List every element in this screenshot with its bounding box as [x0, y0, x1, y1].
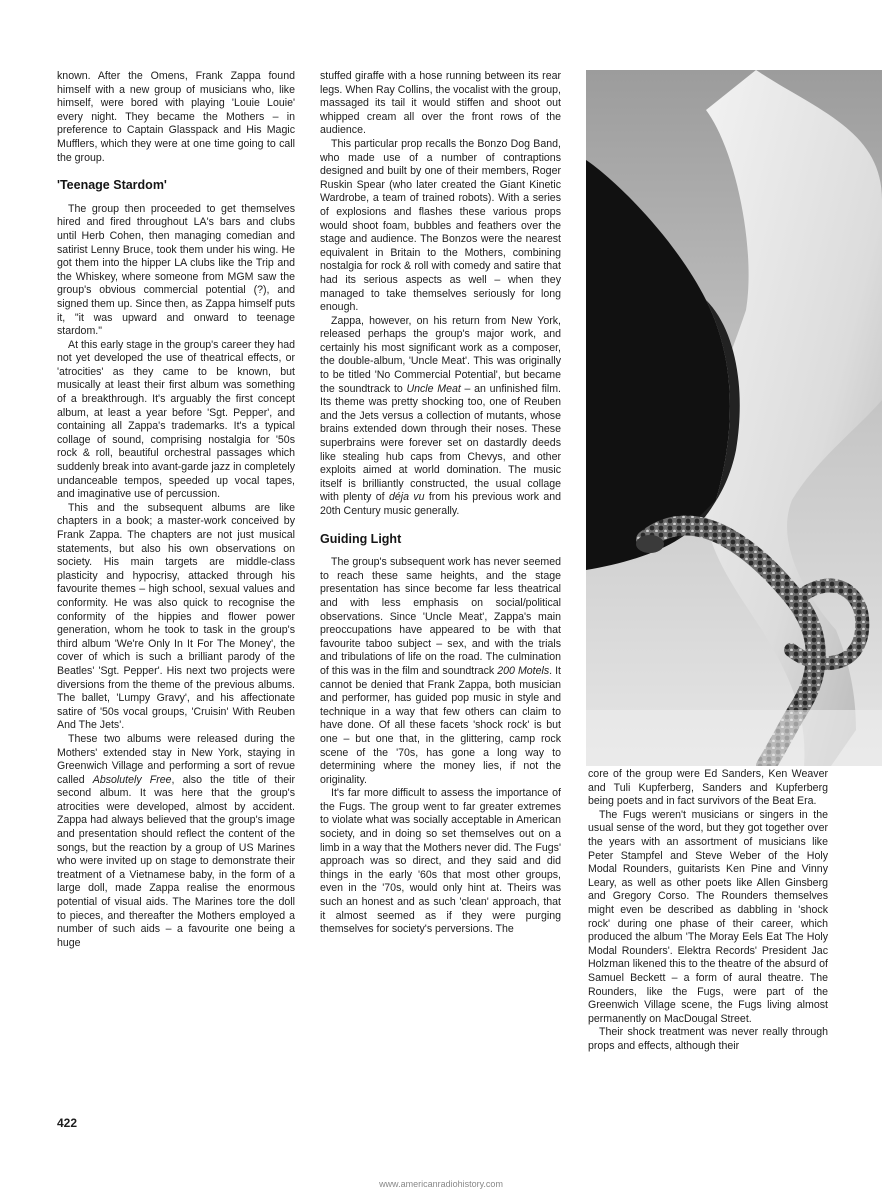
section-heading: Guiding Light: [320, 531, 402, 546]
text-span: , also the title of their second album. It was here that the group's atrocities were developed, almost by accident. Zappa had always believed that the group's image and presentation should reflect the content of the songs, but the reaction by a group of US Marines who were invited up on stage to demonstrate their treatment of a Vietnamese baby, in the form of a large doll, made Zappa realise the enormous potential of visual aids. The Marines tore the doll to pieces, and thereafter the Mothers employed a number of such aids – a favourite one being a huge: [57, 773, 296, 949]
italic-title: Absolutely Free: [92, 773, 172, 786]
paragraph: This particular prop recalls the Bonzo Dog Band, who made use of a number of contraptions designed and built by one of their members, Roger Ruskin Spear (who later created the Giant Kinetic Wardrobe, a team of trained robots). With a series of explosions and flashes these various props would shoot foam, bubbles and feathers over the stage and audience. The Bonzos were the nearest equivalent in Britain to the Mothers, combining nostalgia for rock & roll with comedy and satire that had its serious aspects as well – when they managed to take themselves seriously for long enough.: [320, 137, 561, 314]
text-span: . It cannot be denied that Frank Zappa, both musician and performer, has guided pop music in style and technique in a way that few others can claim to have done. Of all these facets 'shock rock' is but one – but one that, in the glittering, camp rock scene of the '70s, has gone a long way to determining where the money lies, if not the originality.: [320, 664, 562, 786]
paragraph: [320, 556, 561, 787]
italic-title: 200 Motels: [497, 664, 550, 677]
paragraph: [57, 733, 295, 951]
paragraph: At this early stage in the group's career they had not yet developed the use of theatrical effects, or 'atrocities' as they came to be known, but musically at least their first album was something of a breakthrough. It's arguably the first concept album, at least a year before 'Sgt. Pepper', and containing all Zappa's trademarks. It's a typical collage of sound, comprising nostalgia for '50s rock & roll, beautiful orchestral passages which suddenly break into avant-garde jazz in completely undanceable tempos, speeded up vocal tapes, and imaginative use of percussion.: [57, 338, 295, 501]
text-span: – an unfinished film. Its theme was pretty shocking too, one of Reuben and the Jets versus a collection of mutants, whose brains extended down through their noses. These superbrains were forever set on dastardly deeds like stealing hub caps from Chevys, and other exploits aimed at world domination. The music itself is brilliantly constructed, the usual collage with plenty of: [320, 382, 561, 504]
paragraph: [320, 315, 561, 519]
text-span: from his previous work and 20th Century music generally.: [320, 491, 561, 517]
text-column-3: [588, 768, 828, 1053]
paragraph: stuffed giraffe with a hose running between its rear legs. When Ray Collins, the vocalist with the group, massaged its tail it would stiffen and shoot out whipped cream all over the front rows of the audience.: [320, 70, 561, 137]
italic-title: Uncle Meat: [406, 382, 461, 395]
page-number: 422: [57, 1116, 78, 1130]
paragraph: The Fugs weren't musicians or singers in the usual sense of the word, but they got together over the years with an assortment of musicians like Peter Stampfel and Steve Weber of the Holy Modal Rounders, guitarists Ken Pine and Vinny Leary, as well as other poets like Allen Ginsberg and Gregory Corso. The Rounders themselves might even be described as dabbling in 'shock rock' during one phase of their career, which produced the album 'The Moray Eels Eat The Holy Modal Rounders'. Elektra Records' President Jac Holzman likened this to the theatre of the absurd of Samuel Beckett – a form of aural theatre. The Rounders, like the Fugs, were part of the Greenwich Village scene, the Fugs living almost permanently on MacDougal Street.: [588, 808, 828, 1025]
paragraph: core of the group were Ed Sanders, Ken Weaver and Tuli Kupferberg, Sanders and Kupferberg being poets and in fact survivors of the Beat Era.: [588, 768, 828, 808]
paragraph: Their shock treatment was never really through props and effects, although their: [588, 1026, 828, 1052]
paragraph: known. After the Omens, Frank Zappa found himself with a new group of musicians who, like himself, were bored with playing 'Louie Louie' every night. They became the Mothers – in preference to Captain Glasspack and His Magic Mufflers, which they were at one time going to call the group.: [57, 70, 295, 164]
section-heading: 'Teenage Stardom': [57, 178, 167, 193]
photo-snake-on-leg: [586, 70, 882, 766]
text-span: These two albums were released during the Mothers' extended stay in New York, staying in Greenwich Village and performing a sort of revue called: [57, 732, 295, 786]
footer-url: www.americanradiohistory.com: [379, 1179, 503, 1189]
paragraph: It's far more difficult to assess the importance of the Fugs. The group went to far greater extremes to violate what was socially acceptable in American society, and in doing so set themselves out on a limb in a way that the Mothers never did. The Fugs' approach was so direct, and they said and did things in the early '60s that most other groups, even in the '70s, would only hint at. Theirs was such an honest and as such 'clean' approach, that it almost seemed as if they were purging themselves for society's perversions. The: [320, 787, 561, 936]
paragraph: The group then proceeded to get themselves hired and fired throughout LA's bars and clubs until Herb Cohen, then managing comedian and satirist Lenny Bruce, took them under his wing. He got them into the hipper LA clubs like the Trip and the Whiskey, where someone from MGM saw the group's obvious commercial potential (?), and signed them up. Since then, as Zappa himself puts it, "it was upward and onward to teenage stardom.": [57, 202, 295, 338]
text-column-2: [320, 70, 561, 937]
photo-image: [586, 70, 882, 766]
text-column-1: [57, 70, 295, 950]
italic-phrase: déja vu: [388, 491, 425, 504]
paragraph: This and the subsequent albums are like chapters in a book; a master-work conceived by Frank Zappa. The chapters are not just musical statements, but also his own observations on society. His main targets are middle-class plasticity and hypocrisy, attacked through his favourite themes – high school, sexual values and conformity. He was also quick to recognise the conformity of the hippies and flower power generation, whom he took to task in the group's third album 'We're Only In It For The Money', the cover of which is such a brilliant parody of the Beatles' 'Sgt. Pepper'. His next two projects were diversions from the theme of the previous albums. The ballet, 'Lumpy Gravy', and his affectionate satire of '50s vocal groups, 'Cruisin' With Reuben And The Jets'.: [57, 501, 295, 732]
text-span: The group's subsequent work has never seemed to reach these same heights, and the stage presentation has since become far less theatrical and with less emphasis on social/political observations. Since 'Uncle Meat', Zappa's main preoccupations have appeared to be with that favourite taboo subject – sex, and with the trials and tribulations of life on the road. The culmination of this was in the film and soundtrack: [320, 556, 561, 677]
text-span: Zappa, however, on his return from New York, released perhaps the group's major work, and certainly his most significant work as a composer, the double-album, 'Uncle Meat'. This was originally to be titled 'No Commercial Potential', but became the soundtrack to: [320, 314, 561, 395]
